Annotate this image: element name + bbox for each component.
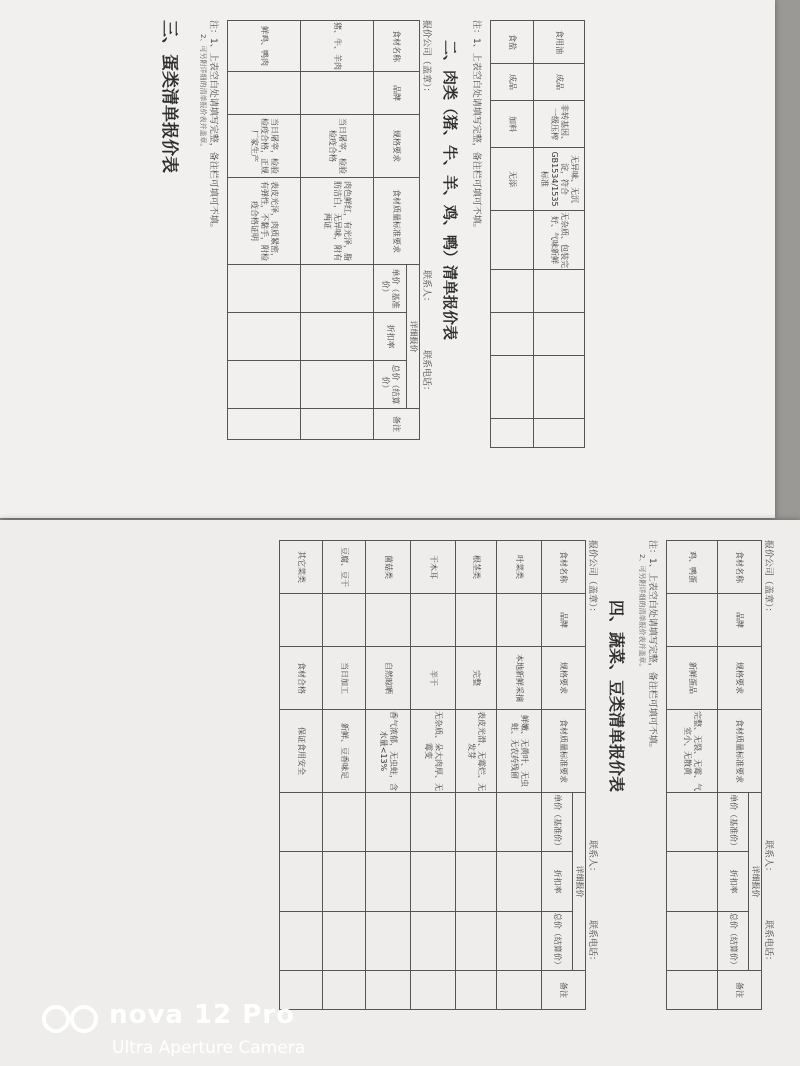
contact-label: 联系人： [421,270,431,307]
table-row [411,541,456,1010]
table-cell: 其它菜类 [280,541,323,594]
col-header: 品牌 [542,594,586,647]
table-cell: 成品 [491,64,534,101]
table-cell: 猪、牛、羊肉 [301,21,374,72]
table-cell: 新鲜、豆香味足 [323,710,366,793]
table-cell [667,793,718,852]
table-cell [228,361,301,409]
phone-label: 联系电话： [587,920,597,966]
section-heading-vegetables: 四、蔬菜、豆类清单报价表 [607,600,626,793]
contact-label: 联系人： [587,840,597,877]
table-cell: 食盐 [491,21,534,64]
table-cell [301,265,374,313]
table-row [228,21,301,440]
table-cell: 肉色鲜红，有光泽，脂肪洁白，无异味，附有两证 [301,178,374,265]
camera-watermark [40,1000,305,1058]
table-cell [280,911,323,970]
table-row [280,541,323,1010]
table-cell [497,971,542,1010]
col-header: 详细报价 [573,793,586,971]
col-header: 折扣率 [718,852,749,911]
table-cell: 食用油 [534,21,585,64]
table-cell [534,356,585,419]
col-header: 备注 [718,971,762,1010]
col-header: 详细报价 [407,265,420,409]
table-cell: 新鲜蛋品 [667,647,718,710]
col-header: 食材名称 [374,21,420,72]
phone-label: 联系电话： [763,920,773,966]
col-header: 规格要求 [718,647,762,710]
col-header: 折扣率 [374,313,407,361]
table-cell [323,911,366,970]
table-cell [497,911,542,970]
table-cell: 无异味、无沉淀，符合GB1534/1535标准 [534,148,585,211]
table-cell [456,911,497,970]
table-row [301,21,374,440]
egg-price-table [666,540,762,1010]
table-cell: 保证食用安全 [280,710,323,793]
table-cell [301,409,374,440]
table-cell [366,594,411,647]
table-cell [280,852,323,911]
section-heading-eggs: 三、蛋类清单报价表 [159,20,179,173]
table-cell [323,852,366,911]
table-cell: 鸡、鸭蛋 [667,541,718,594]
table-cell [491,270,534,313]
note-line: 注：1、上表空白处请填写完整，备注栏可填可不填。 [208,20,218,233]
col-header: 详细报价 [749,793,762,971]
table-cell [456,594,497,647]
table-cell: 叶菜类 [497,541,542,594]
document-page-bottom [0,520,800,1066]
table-cell [497,852,542,911]
table-cell [491,356,534,419]
section-heading-meat: 二、肉类（猪、牛、羊、鸡、鸭）清单报价表 [441,40,459,341]
table-cell: 当日加工 [323,647,366,710]
table-cell: 豆腐、豆干 [323,541,366,594]
table-cell: 无杂质、包装完好、气味新鲜 [534,211,585,270]
table-cell [491,419,534,448]
table-cell: 鲜嫩、无黄叶、无虫蛀、无农药残留 [497,710,542,793]
document-page-top [0,0,775,518]
table-cell: 当日屠宰，检验检疫合格，正规厂家生产 [228,115,301,178]
col-header: 食材质量标准要求 [718,710,762,793]
table-row [366,541,411,1010]
meta-line [420,20,434,460]
company-label: 报价公司（盖章）： [763,540,773,617]
note-line: 2、可另附详细的清单报价表并盖章。 [199,34,207,151]
table-cell: 完整 [456,647,497,710]
watermark-line-brand [40,1000,305,1036]
table-row [491,21,534,448]
table-cell [323,971,366,1010]
note-line: 注：1、上表空白处请填写完整，备注栏可填可不填。 [471,20,481,233]
col-header: 品牌 [718,594,762,647]
table-cell: 表皮光滑、无霉烂、无发芽 [456,710,497,793]
watermark-camera-text: Ultra Aperture Camera [112,1037,306,1058]
meat-price-table [227,20,420,440]
table-cell: 根茎类 [456,541,497,594]
note-line: 注：1、上表空白处请填写完整，备注栏可填可不填。 [647,540,657,753]
table-cell: 当日屠宰，检验检疫合格 [301,115,374,178]
col-header: 备注 [374,409,420,440]
table-cell: 加料 [491,101,534,148]
col-header: 折扣率 [542,852,573,911]
table-cell: 非转基因、一级压榨 [534,101,585,148]
table-row [534,21,585,448]
table-cell [301,361,374,409]
table-cell [491,211,534,270]
col-header: 规格要求 [374,115,420,178]
table-cell [228,409,301,440]
camera-rings-icon [40,1002,104,1036]
table-cell [411,793,456,852]
col-header: 总价（结算价） [374,361,407,409]
meta-line [586,540,600,1020]
table-cell [534,419,585,448]
col-header: 总价（结算价） [542,911,573,970]
table-cell [301,72,374,115]
table-cell: 菌菇类 [366,541,411,594]
table-header-row [407,21,420,440]
table-cell [667,594,718,647]
table-cell [366,793,411,852]
company-label: 报价公司（盖章）： [421,20,431,97]
table-cell [366,971,411,1010]
rotated-content-top [25,20,585,460]
table-cell [228,72,301,115]
col-header: 食材名称 [542,541,586,594]
col-header: 食材质量标准要求 [542,710,586,793]
col-header: 规格要求 [542,647,586,710]
table-cell [323,793,366,852]
table-cell [411,852,456,911]
table-cell: 鲜鸡、鸭肉 [228,21,301,72]
note-line: 2、可另附详细的清单报价表并盖章。 [638,554,646,671]
table-cell [667,852,718,911]
table-cell [228,313,301,361]
col-header: 备注 [542,971,586,1010]
table-cell [534,270,585,313]
table-cell [411,971,456,1010]
rotated-content-bottom [40,540,780,1020]
table-row [667,541,718,1010]
table-cell [280,793,323,852]
table-cell [301,313,374,361]
oil-salt-table [490,20,585,448]
col-header: 总价（结算价） [718,911,749,970]
table-cell: 半干 [411,647,456,710]
table-cell: 表皮光泽，肉质紧密，有弹性，不黏手，附检疫合格证明 [228,178,301,265]
table-cell [323,594,366,647]
col-header: 食材质量标准要求 [374,178,420,265]
phone-label: 联系电话： [421,350,431,396]
table-cell: 本地新鲜采摘 [497,647,542,710]
table-header-row [749,541,762,1010]
table-cell: 完整、无裂、无霉、气室小、无散黄 [667,710,718,793]
col-header: 单价（基准价） [542,793,573,852]
table-cell [667,971,718,1010]
meta-line [762,540,776,1020]
table-cell [366,911,411,970]
table-row [456,541,497,1010]
table-row [323,541,366,1010]
vegetable-price-table [279,540,586,1010]
contact-label: 联系人： [763,840,773,877]
col-header: 单价（基准价） [718,793,749,852]
table-cell: 自然晾晒 [366,647,411,710]
table-cell [456,852,497,911]
table-cell [497,594,542,647]
table-cell [456,971,497,1010]
table-cell [228,265,301,313]
table-cell: 成品 [534,64,585,101]
company-label: 报价公司（盖章）： [587,540,597,617]
table-cell [456,793,497,852]
col-header: 单价（基准价） [374,265,407,313]
table-row [497,541,542,1010]
table-cell: 香气浓郁，无虫蛀，含水量<13% [366,710,411,793]
table-cell [280,594,323,647]
table-cell [491,313,534,356]
table-cell: 干木耳 [411,541,456,594]
table-cell [534,313,585,356]
table-cell [667,911,718,970]
table-cell: 无杂质、朵大肉厚、无霉变 [411,710,456,793]
col-header: 品牌 [374,72,420,115]
table-cell: 无添 [491,148,534,211]
table-cell [411,911,456,970]
table-cell [366,852,411,911]
table-cell [497,793,542,852]
table-cell: 食材合格 [280,647,323,710]
watermark-brand-text: nova 12 Pro [109,1000,295,1030]
table-header-row [573,541,586,1010]
col-header: 食材名称 [718,541,762,594]
table-cell [411,594,456,647]
